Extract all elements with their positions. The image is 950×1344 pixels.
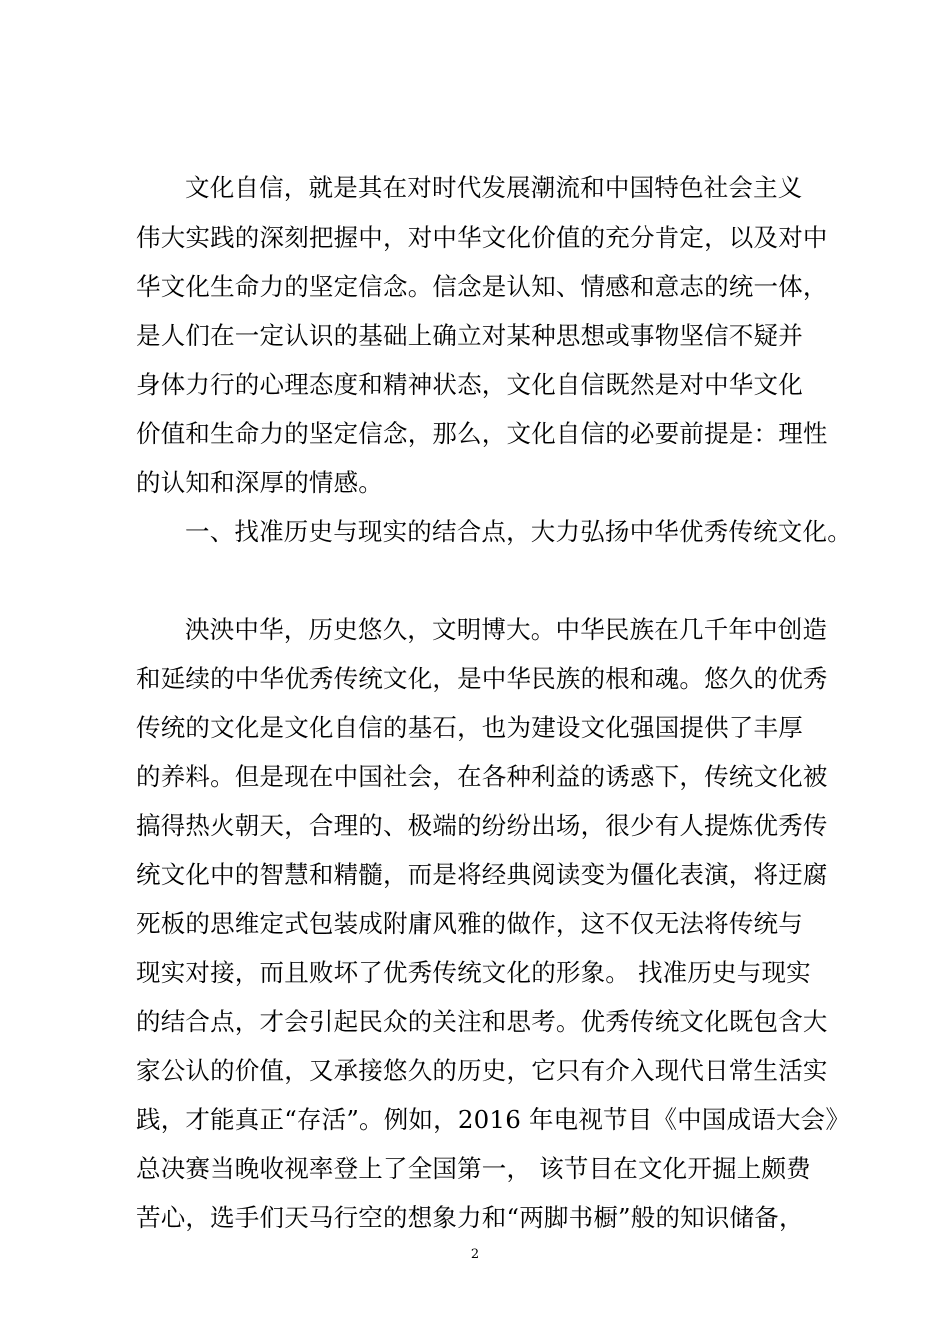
- paragraph-2-line-1: 泱泱中华，历史悠久，文明博大。中华民族在几千年中创造: [185, 615, 828, 644]
- paragraph-1-line-5: 身体力行的心理态度和精神状态，文化自信既然是对中华文化: [136, 370, 803, 399]
- paragraph-1-line-6: 价值和生命力的坚定信念，那么，文化自信的必要前提是：理性: [136, 419, 828, 448]
- paragraph-1-line-2: 伟大实践的深刻把握中，对中华文化价值的充分肯定，以及对中: [136, 223, 828, 252]
- paragraph-2-line-2: 和延续的中华优秀传统文化，是中华民族的根和魂。悠久的优秀: [136, 664, 828, 693]
- paragraph-2-line-10: 家公认的价值，又承接悠久的历史，它只有介入现代日常生活实: [136, 1056, 828, 1085]
- paragraph-1-line-7: 的认知和深厚的情感。: [136, 468, 383, 497]
- paragraph-2-line-7: 死板的思维定式包装成附庸风雅的做作，这不仅无法将传统与: [136, 909, 803, 938]
- paragraph-2-line-9: 的结合点，才会引起民众的关注和思考。优秀传统文化既包含大: [136, 1007, 828, 1036]
- paragraph-2-line-5: 搞得热火朝天，合理的、极端的纷纷出场，很少有人提炼优秀传: [136, 811, 828, 840]
- page-number: 2: [470, 1247, 480, 1262]
- paragraph-2-line-3: 传统的文化是文化自信的基石，也为建设文化强国提供了丰厚: [136, 713, 803, 742]
- paragraph-2-line-11: 践，才能真正“存活”。例如，2016 年电视节目《中国成语大会》: [136, 1105, 851, 1134]
- paragraph-2-line-8: 现实对接，而且败坏了优秀传统文化的形象。 找准历史与现实: [136, 958, 811, 987]
- paragraph-2-line-4: 的养料。但是现在中国社会，在各种利益的诱惑下，传统文化被: [136, 762, 828, 791]
- paragraph-1-line-1: 文化自信，就是其在对时代发展潮流和中国特色社会主义: [185, 173, 803, 202]
- section-heading: 一、找准历史与现实的结合点，大力弘扬中华优秀传统文化。: [185, 517, 852, 546]
- paragraph-2-line-6: 统文化中的智慧和精髓，而是将经典阅读变为僵化表演，将迂腐: [136, 860, 828, 889]
- paragraph-2-line-12: 总决赛当晚收视率登上了全国第一， 该节目在文化开掘上颇费: [136, 1154, 811, 1183]
- paragraph-1-line-3: 华文化生命力的坚定信念。信念是认知、情感和意志的统一体，: [136, 272, 828, 301]
- paragraph-1-line-4: 是人们在一定认识的基础上确立对某种思想或事物坚信不疑并: [136, 321, 803, 350]
- paragraph-2-line-13: 苦心，选手们天马行空的想象力和“两脚书橱”般的知识储备，: [136, 1203, 804, 1232]
